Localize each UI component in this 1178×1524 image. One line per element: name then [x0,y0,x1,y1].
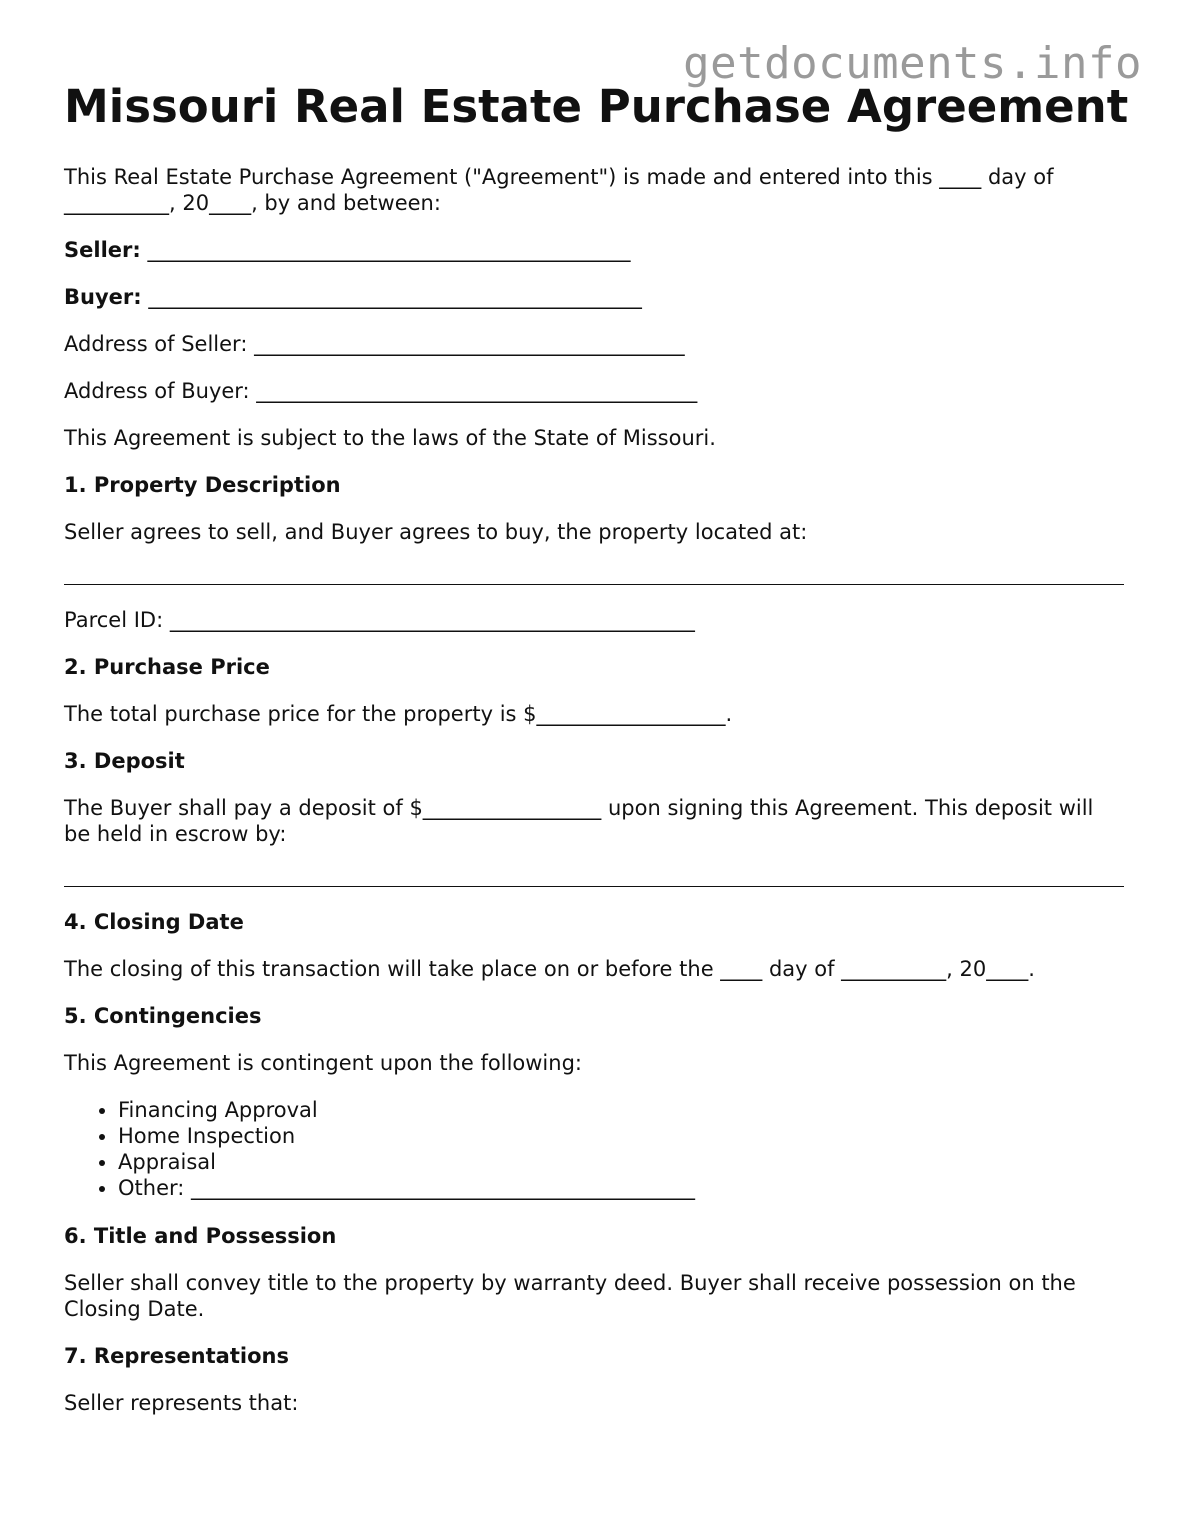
deposit-text: The Buyer shall pay a deposit of $_________________ upon signing this Agreement. This deposit will be held in escrow by: [64,796,1094,846]
document-page [64,80,1129,1437]
closing-text: The closing of this transaction will take place on or before the ____ day of __________, 20____. [64,957,1035,981]
escrow-holder-blank-line [64,868,1124,887]
list-item: • Other: ________________________________________________ [118,1175,1124,1201]
seller-address-line: Address of Seller: _________________________________________ [64,332,685,356]
property-address-blank-line [64,566,1124,585]
parcel-id-line: Parcel ID: __________________________________________________ [64,608,695,632]
section-heading-price: 2. Purchase Price [64,655,270,679]
document-title: Missouri Real Estate Purchase Agreement [64,80,1129,133]
governing-law: This Agreement is subject to the laws of the State of Missouri. [64,426,716,450]
buyer-address-line: Address of Buyer: __________________________________________ [64,379,698,403]
buyer-label: Buyer: [64,285,142,309]
section-heading-representations: 7. Representations [64,1344,289,1368]
section-heading-contingencies: 5. Contingencies [64,1004,262,1028]
section-heading-property: 1. Property Description [64,473,341,497]
seller-blank: ______________________________________________ [147,238,631,262]
contingencies-list [64,1097,1124,1201]
watermark-text: getdocuments.info [683,38,1142,89]
list-item: • Appraisal [118,1149,1124,1175]
section-heading-closing: 4. Closing Date [64,910,244,934]
list-item: • Financing Approval [118,1097,1124,1123]
representations-text: Seller represents that: [64,1391,299,1415]
price-text: The total purchase price for the property is $__________________. [64,702,733,726]
contingencies-text: This Agreement is contingent upon the following: [64,1051,582,1075]
buyer-blank: _______________________________________________ [148,285,642,309]
section-heading-title-possession: 6. Title and Possession [64,1224,337,1248]
title-possession-text: Seller shall convey title to the property by warranty deed. Buyer shall receive possession on the Closing Date. [64,1271,1076,1321]
buyer-line [64,284,1124,310]
list-item: • Home Inspection [118,1123,1124,1149]
intro-paragraph: This Real Estate Purchase Agreement ("Agreement") is made and entered into this ____ day of __________, 20____, by and between: [64,165,1054,215]
property-text: Seller agrees to sell, and Buyer agrees to buy, the property located at: [64,520,808,544]
section-heading-deposit: 3. Deposit [64,749,185,773]
seller-line [64,237,1124,263]
seller-label: Seller: [64,238,141,262]
